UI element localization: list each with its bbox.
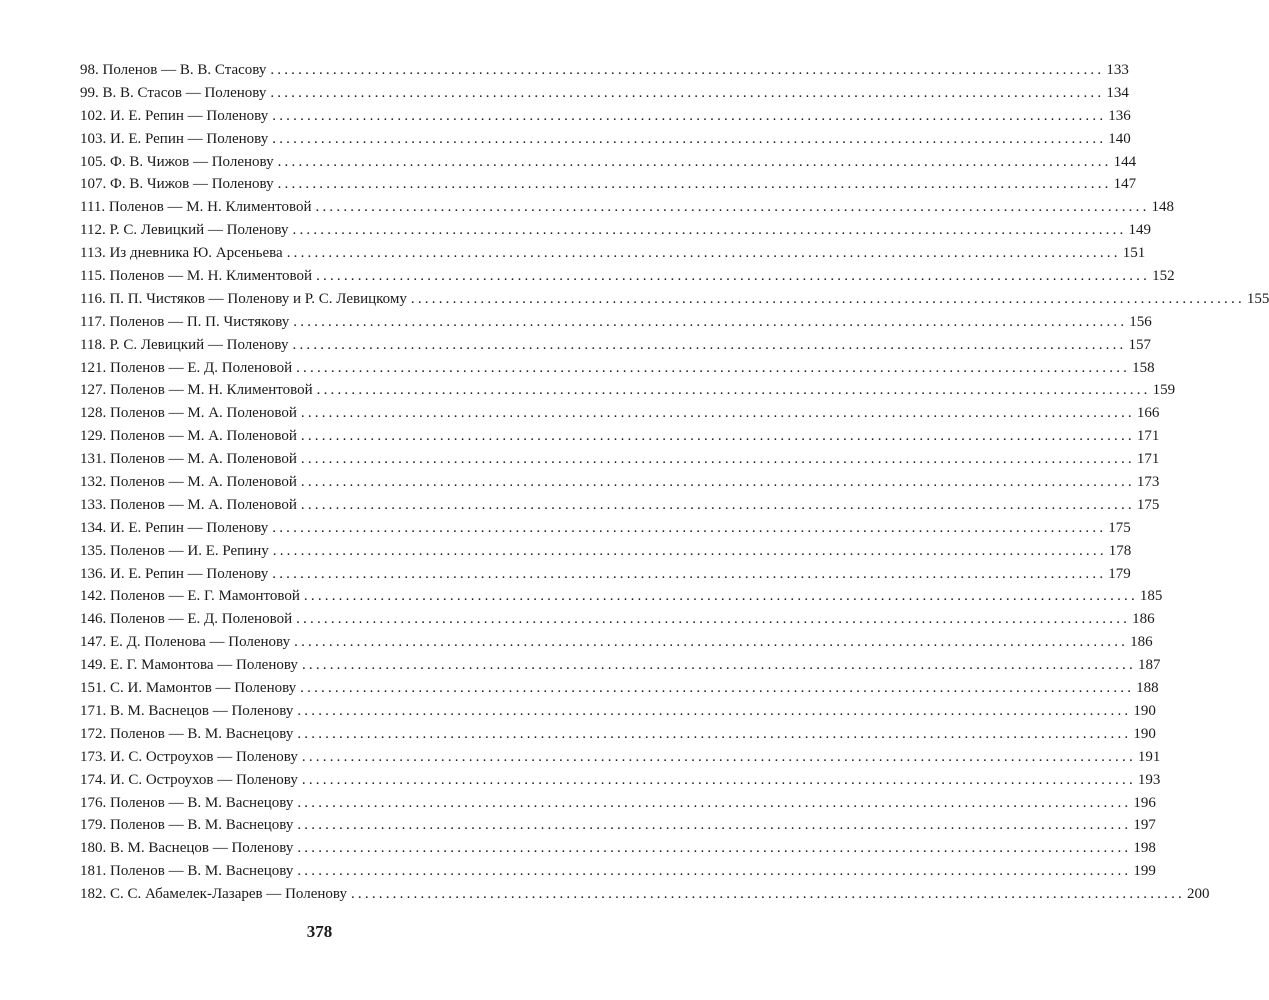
toc-entry-title: 142. Поленов — Е. Г. Мамонтовой (80, 588, 300, 605)
dot-leader: ........................................................................................................................ (277, 153, 1112, 170)
toc-entry-page: 175 (1108, 519, 1131, 536)
toc-entry-page: 140 (1108, 130, 1131, 147)
toc-entry-title: 102. И. Е. Репин — Поленову (80, 107, 269, 124)
dot-leader: ........................................................................................................................ (300, 405, 1135, 422)
toc-entry-page: 158 (1132, 359, 1155, 376)
toc-entry-title: 105. Ф. В. Чижов — Поленову (80, 153, 274, 170)
dot-leader: ........................................................................................................................ (300, 474, 1135, 491)
dot-leader: ........................................................................................................................ (410, 290, 1245, 307)
toc-entry-page: 199 (1133, 863, 1156, 880)
toc-entry-page: 197 (1133, 817, 1156, 834)
toc-entry-page: 149 (1128, 222, 1151, 239)
dot-leader: ........................................................................................................................ (272, 542, 1107, 559)
toc-entry-page: 147 (1113, 176, 1137, 193)
toc-entry (80, 242, 1146, 265)
toc-entry (80, 860, 1156, 883)
dot-leader: ........................................................................................................................ (301, 748, 1136, 765)
toc-entry-page: 178 (1108, 542, 1132, 559)
toc-entry-page: 155 (1246, 290, 1269, 307)
toc-entry (80, 471, 1160, 494)
toc-entry-page: 188 (1136, 680, 1159, 697)
toc-entry-title: 132. Поленов — М. А. Поленовой (80, 474, 297, 491)
toc-entry (80, 82, 1129, 105)
dot-leader: ........................................................................................................................ (316, 268, 1151, 285)
toc-entry-title: 118. Р. С. Левицкий — Поленову (80, 336, 289, 353)
toc-entry (80, 608, 1155, 631)
toc-entry (80, 288, 1269, 311)
toc-entry (80, 425, 1160, 448)
dot-leader: ........................................................................................................................ (270, 62, 1105, 78)
toc-entry-page: 144 (1113, 153, 1137, 170)
dot-leader: ........................................................................................................................ (297, 794, 1132, 811)
dot-leader: ........................................................................................................................ (300, 680, 1135, 697)
toc-entry-title: 171. В. М. Васнецов — Поленову (80, 702, 294, 719)
toc-entry (80, 792, 1156, 815)
toc-entry (80, 883, 1210, 906)
toc-entry-page: 175 (1136, 496, 1160, 513)
toc-entry-title: 134. И. Е. Репин — Поленову (80, 519, 269, 536)
toc-entry-title: 121. Поленов — Е. Д. Поленовой (80, 359, 293, 376)
dot-leader: ........................................................................................................................ (294, 634, 1129, 651)
toc-entry-title: 172. Поленов — В. М. Васнецову (80, 725, 294, 742)
toc-entry (80, 494, 1160, 517)
dot-leader: ........................................................................................................................ (300, 451, 1135, 468)
toc-entry-title: 146. Поленов — Е. Д. Поленовой (80, 611, 293, 628)
toc-entry (80, 311, 1152, 334)
toc-entry (80, 379, 1176, 402)
toc-entry-page: 171 (1136, 428, 1160, 445)
dot-leader: ........................................................................................................................ (272, 519, 1107, 536)
toc-entry (80, 814, 1156, 837)
toc-entry-page: 186 (1132, 611, 1155, 628)
toc-entry (80, 517, 1131, 540)
dot-leader: ........................................................................................................................ (292, 222, 1127, 239)
toc-entry (80, 59, 1129, 82)
dot-leader: ........................................................................................................................ (286, 245, 1121, 262)
toc-entry (80, 540, 1132, 563)
dot-leader: ........................................................................................................................ (272, 130, 1107, 147)
dot-leader: ........................................................................................................................ (292, 336, 1127, 353)
toc-entry-title: 98. Поленов — В. В. Стасову (80, 62, 267, 78)
dot-leader: ........................................................................................................................ (301, 771, 1136, 788)
toc-entry-page: 190 (1133, 725, 1156, 742)
toc-entry-page: 133 (1106, 62, 1129, 78)
toc-entry-title: 115. Поленов — М. Н. Климентовой (80, 268, 313, 285)
toc-entry-title: 133. Поленов — М. А. Поленовой (80, 496, 297, 513)
dot-leader: ........................................................................................................................ (297, 863, 1132, 880)
toc-entry-page: 166 (1136, 405, 1160, 422)
toc-entry-title: 128. Поленов — М. А. Поленовой (80, 405, 297, 422)
toc-entry-page: 191 (1137, 748, 1161, 765)
dot-leader: ........................................................................................................................ (300, 496, 1135, 513)
toc-entry-page: 196 (1133, 794, 1156, 811)
dot-leader: ........................................................................................................................ (303, 588, 1138, 605)
toc-entry-title: 147. Е. Д. Поленова — Поленову (80, 634, 291, 651)
toc-entry-page: 193 (1137, 771, 1161, 788)
toc-entry-page: 198 (1133, 840, 1156, 857)
toc-entry-page: 136 (1108, 107, 1131, 124)
toc-entry-page: 185 (1139, 588, 1163, 605)
toc-entry-title: 135. Поленов — И. Е. Репину (80, 542, 269, 559)
dot-leader: ........................................................................................................................ (315, 199, 1150, 216)
dot-leader: ........................................................................................................................ (297, 725, 1132, 742)
toc-entry (80, 837, 1156, 860)
toc-entry-page: 186 (1130, 634, 1153, 651)
toc-entry-page: 159 (1152, 382, 1176, 399)
toc-entry (80, 265, 1175, 288)
toc-entry (80, 563, 1131, 586)
toc-entry (80, 700, 1156, 723)
toc-entry (80, 219, 1151, 242)
dot-leader: ........................................................................................................................ (277, 176, 1112, 193)
toc-entry-title: 111. Поленов — М. Н. Климентовой (80, 199, 312, 216)
table-of-contents (80, 59, 1269, 906)
toc-entry-title: 113. Из дневника Ю. Арсеньева (80, 245, 283, 262)
toc-entry-title: 179. Поленов — В. М. Васнецову (80, 817, 294, 834)
page-number: 378 (306, 922, 333, 941)
toc-entry-title: 180. В. М. Васнецов — Поленову (80, 840, 294, 857)
toc-entry-title: 174. И. С. Остроухов — Поленову (80, 771, 298, 788)
dot-leader: ........................................................................................................................ (270, 84, 1105, 101)
toc-entry (80, 448, 1160, 471)
toc-entry-page: 157 (1128, 336, 1151, 353)
toc-entry (80, 402, 1160, 425)
toc-entry (80, 173, 1137, 196)
toc-entry-title: 112. Р. С. Левицкий — Поленову (80, 222, 289, 239)
toc-entry-page: 187 (1137, 657, 1161, 674)
toc-entry (80, 746, 1161, 769)
toc-entry-page: 200 (1186, 886, 1210, 903)
toc-entry-page: 173 (1136, 474, 1160, 491)
dot-leader: ........................................................................................................................ (316, 382, 1151, 399)
dot-leader: ........................................................................................................................ (296, 611, 1131, 628)
toc-entry-title: 117. Поленов — П. П. Чистякову (80, 313, 290, 330)
toc-entry (80, 654, 1161, 677)
toc-entry (80, 196, 1175, 219)
toc-entry-title: 173. И. С. Остроухов — Поленову (80, 748, 298, 765)
toc-entry (80, 677, 1159, 700)
dot-leader: ........................................................................................................................ (297, 840, 1132, 857)
toc-entry (80, 334, 1151, 357)
dot-leader: ........................................................................................................................ (300, 428, 1135, 445)
toc-entry-title: 182. С. С. Абамелек-Лазарев — Поленову (80, 886, 347, 903)
dot-leader: ........................................................................................................................ (293, 313, 1128, 330)
toc-entry-title: 99. В. В. Стасов — Поленову (80, 84, 267, 101)
toc-entry-page: 190 (1133, 702, 1156, 719)
toc-entry-page: 179 (1108, 565, 1131, 582)
toc-entry-title: 181. Поленов — В. М. Васнецову (80, 863, 294, 880)
toc-entry-page: 151 (1122, 245, 1146, 262)
toc-entry-page: 148 (1151, 199, 1175, 216)
toc-entry-page: 134 (1106, 84, 1129, 101)
toc-entry-title: 129. Поленов — М. А. Поленовой (80, 428, 297, 445)
toc-entry (80, 151, 1137, 174)
toc-entry (80, 357, 1155, 380)
toc-entry (80, 631, 1153, 654)
toc-entry (80, 105, 1131, 128)
toc-entry-title: 149. Е. Г. Мамонтова — Поленову (80, 657, 298, 674)
dot-leader: ........................................................................................................................ (272, 565, 1107, 582)
toc-entry-title: 151. С. И. Мамонтов — Поленову (80, 680, 297, 697)
toc-entry-title: 107. Ф. В. Чижов — Поленову (80, 176, 274, 193)
toc-entry (80, 585, 1163, 608)
toc-entry-page: 171 (1136, 451, 1160, 468)
dot-leader: ........................................................................................................................ (301, 657, 1136, 674)
toc-entry-title: 136. И. Е. Репин — Поленову (80, 565, 269, 582)
toc-entry (80, 769, 1161, 792)
toc-entry-page: 152 (1152, 268, 1175, 285)
toc-entry-title: 127. Поленов — М. Н. Климентовой (80, 382, 313, 399)
toc-entry-title: 116. П. П. Чистяков — Поленову и Р. С. Левицкому (80, 290, 407, 307)
toc-entry (80, 723, 1156, 746)
toc-entry-title: 176. Поленов — В. М. Васнецову (80, 794, 294, 811)
dot-leader: ........................................................................................................................ (272, 107, 1107, 124)
dot-leader: ........................................................................................................................ (297, 702, 1132, 719)
dot-leader: ........................................................................................................................ (350, 886, 1185, 903)
toc-entry-title: 131. Поленов — М. А. Поленовой (80, 451, 297, 468)
toc-entry-page: 156 (1129, 313, 1152, 330)
dot-leader: ........................................................................................................................ (296, 359, 1131, 376)
toc-entry (80, 128, 1131, 151)
dot-leader: ........................................................................................................................ (297, 817, 1132, 834)
toc-entry-title: 103. И. Е. Репин — Поленову (80, 130, 269, 147)
